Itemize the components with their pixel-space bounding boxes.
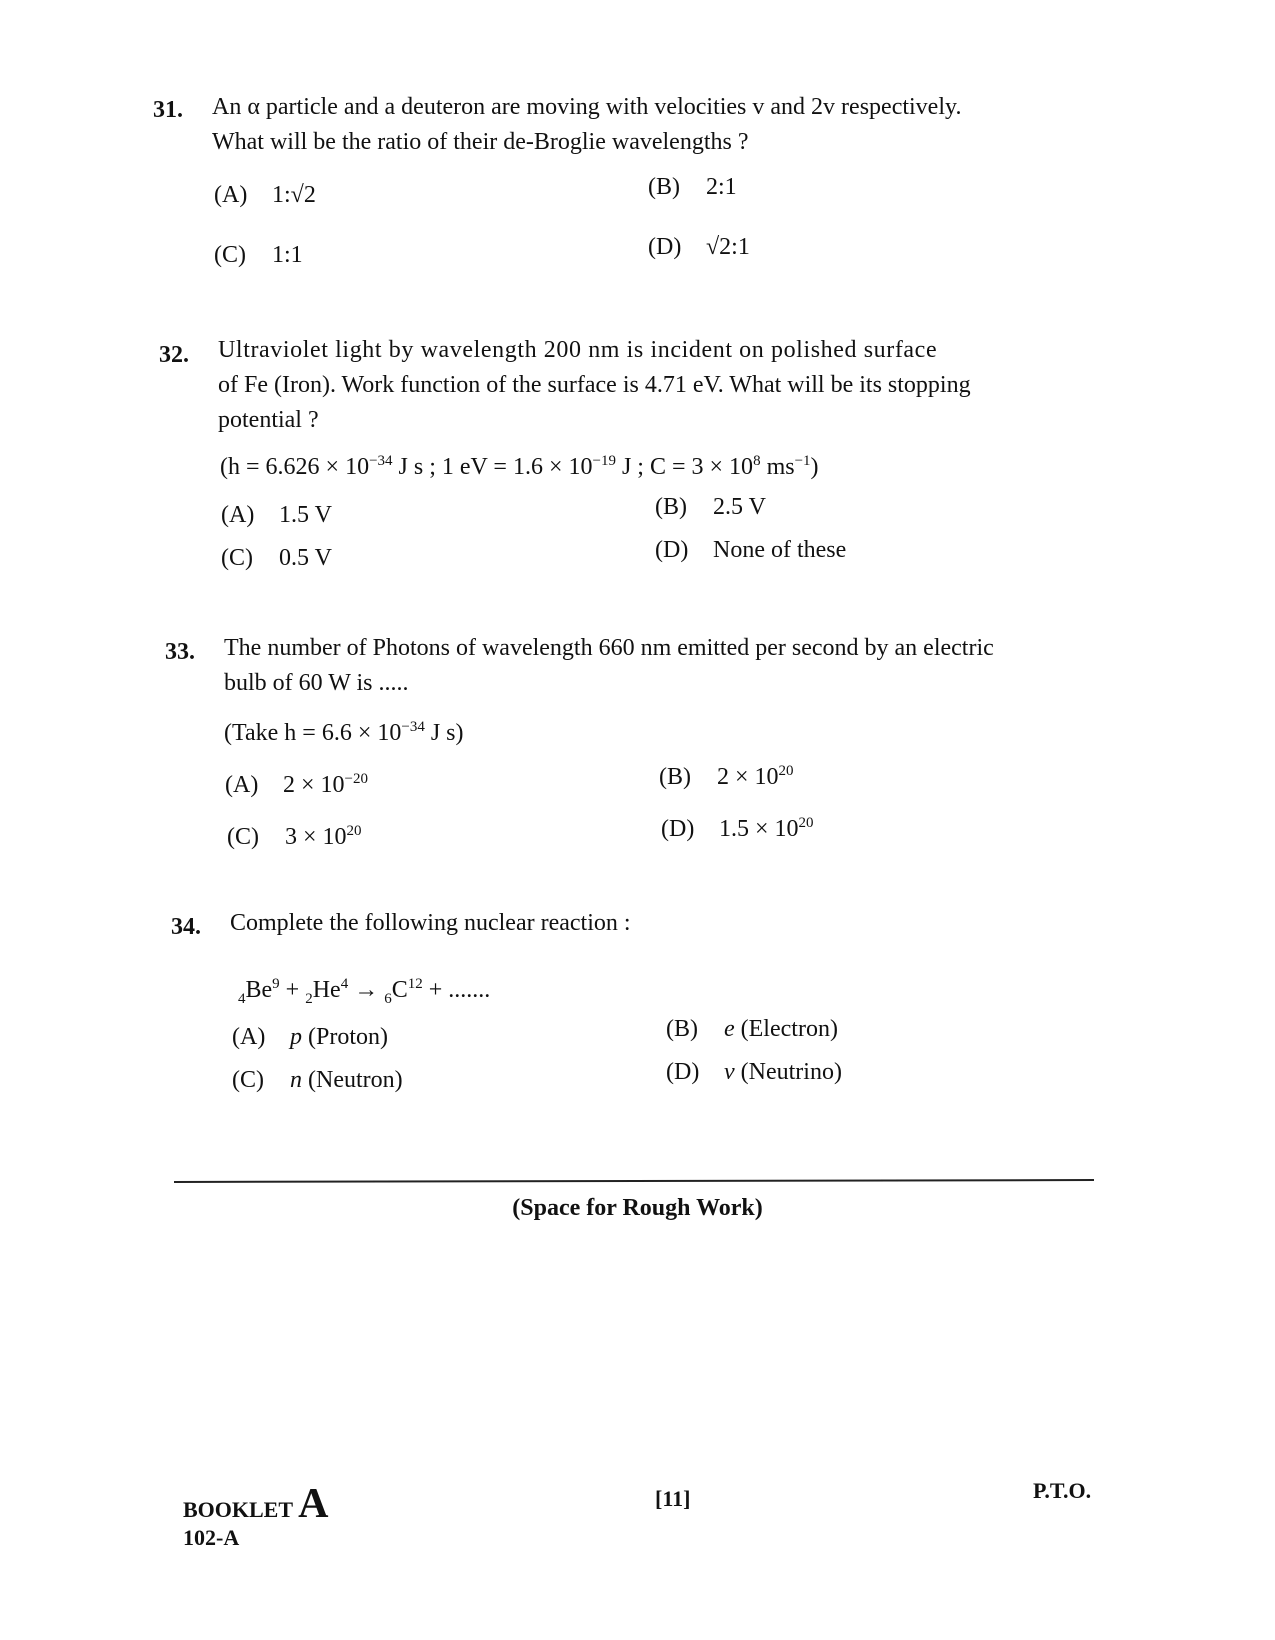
- option-label: (C): [214, 242, 246, 268]
- option-text: 1:√2: [272, 182, 316, 208]
- constant-ev: J s ; 1 eV = 1.6 × 10: [392, 454, 593, 480]
- option-label: (A): [214, 182, 248, 208]
- option-text: 0.5 V: [279, 545, 332, 571]
- option-d[interactable]: [661, 814, 814, 844]
- booklet-text: BOOKLET: [183, 1497, 293, 1522]
- page-number: [11]: [655, 1486, 691, 1511]
- question-number: 32.: [159, 342, 189, 368]
- option-d[interactable]: [666, 1057, 842, 1087]
- option-label: (B): [659, 764, 691, 790]
- question-text-line: of Fe (Iron). Work function of the surface is 4.71 eV. What will be its stopping: [218, 372, 971, 398]
- divider: [174, 1179, 1094, 1183]
- option-a[interactable]: [225, 770, 368, 800]
- nuclear-reaction: [238, 975, 490, 1005]
- unit: ms: [760, 454, 795, 480]
- option-a[interactable]: [214, 180, 316, 210]
- option-c[interactable]: [214, 240, 303, 270]
- option-d[interactable]: [648, 232, 750, 262]
- option-text: 1.5 V: [279, 502, 332, 528]
- arrow: →: [348, 977, 385, 1003]
- option-text: √2:1: [706, 234, 750, 260]
- option-text: (Proton): [302, 1024, 388, 1050]
- exponent: 20: [346, 823, 362, 839]
- option-label: (D): [648, 234, 682, 260]
- operator: +: [279, 977, 306, 1003]
- option-text: 2.5 V: [713, 494, 766, 520]
- booklet-letter: A: [298, 1481, 329, 1527]
- constants-line: [224, 718, 464, 748]
- booklet-label: [183, 1480, 328, 1528]
- option-text: (Neutron): [302, 1067, 403, 1093]
- subscript: 4: [238, 990, 246, 1007]
- question-text-line: potential ?: [218, 407, 319, 433]
- option-b[interactable]: [659, 762, 794, 792]
- option-text: (Neutrino): [734, 1059, 842, 1085]
- option-text: (Electron): [734, 1016, 838, 1042]
- exponent: −34: [369, 453, 393, 469]
- pto-label: P.T.O.: [1033, 1478, 1092, 1503]
- unit: J s): [424, 720, 464, 746]
- constants-line: [220, 452, 819, 482]
- superscript: 4: [340, 976, 349, 992]
- question-number: 31.: [153, 97, 183, 123]
- superscript: 9: [272, 976, 280, 992]
- option-text: 2 × 10: [283, 772, 345, 798]
- operator: + .......: [422, 977, 491, 1003]
- symbol: p: [290, 1024, 302, 1050]
- constant-h: (Take h = 6.6 × 10: [224, 720, 402, 746]
- element: He: [312, 977, 341, 1003]
- exponent: 20: [778, 763, 794, 779]
- option-label: (B): [648, 174, 680, 200]
- exponent: −20: [344, 771, 369, 787]
- paren: ): [810, 454, 819, 480]
- option-label: (C): [232, 1067, 264, 1093]
- option-label: (A): [232, 1024, 266, 1050]
- option-label: (A): [221, 502, 255, 528]
- option-b[interactable]: [666, 1014, 838, 1044]
- exponent: 8: [753, 453, 761, 469]
- option-text: 3 × 10: [285, 824, 347, 850]
- option-b[interactable]: [655, 492, 766, 522]
- element: Be: [245, 977, 273, 1003]
- superscript: 12: [407, 976, 423, 992]
- option-text: 2 × 10: [717, 764, 779, 790]
- option-text: None of these: [713, 537, 847, 563]
- option-label: (D): [661, 816, 695, 842]
- symbol: v: [724, 1059, 735, 1085]
- option-label: (A): [225, 772, 259, 798]
- option-a[interactable]: [221, 500, 332, 530]
- subscript: 2: [305, 990, 313, 1007]
- option-c[interactable]: [221, 543, 332, 573]
- question-text-line: What will be the ratio of their de-Broglie wavelengths ?: [212, 129, 749, 155]
- option-d[interactable]: [655, 535, 846, 565]
- option-text: 1.5 × 10: [719, 816, 799, 842]
- option-label: (B): [655, 494, 687, 520]
- rough-work-label: (Space for Rough Work): [512, 1195, 763, 1221]
- constant-h: (h = 6.626 × 10: [220, 454, 370, 480]
- option-text: 2:1: [706, 174, 737, 200]
- option-label: (B): [666, 1016, 698, 1042]
- option-c[interactable]: [232, 1065, 403, 1095]
- subscript: 6: [384, 990, 392, 1007]
- element: C: [391, 977, 408, 1003]
- exponent: −19: [592, 453, 616, 469]
- question-text-line: Complete the following nuclear reaction :: [230, 910, 631, 936]
- option-text: 1:1: [272, 242, 303, 268]
- option-label: (C): [227, 824, 259, 850]
- option-label: (D): [655, 537, 689, 563]
- constant-c: J ; C = 3 × 10: [615, 454, 754, 480]
- option-c[interactable]: [227, 822, 362, 852]
- symbol: n: [290, 1067, 302, 1093]
- option-label: (D): [666, 1059, 700, 1085]
- question-text-line: An α particle and a deuteron are moving with velocities v and 2v respectively.: [212, 94, 962, 120]
- exponent: 20: [798, 815, 814, 831]
- option-b[interactable]: [648, 172, 737, 202]
- exponent: −34: [401, 719, 425, 735]
- question-number: 34.: [171, 914, 201, 940]
- question-text-line: bulb of 60 W is .....: [224, 670, 409, 696]
- exponent: −1: [794, 453, 811, 469]
- symbol: e: [724, 1016, 735, 1042]
- option-label: (C): [221, 545, 253, 571]
- question-text-line: The number of Photons of wavelength 660 nm emitted per second by an electric: [224, 635, 994, 661]
- option-a[interactable]: [232, 1022, 388, 1052]
- question-number: 33.: [165, 639, 195, 665]
- booklet-code: 102-A: [183, 1525, 240, 1550]
- question-text-line: Ultraviolet light by wavelength 200 nm is incident on polished surface: [218, 337, 938, 363]
